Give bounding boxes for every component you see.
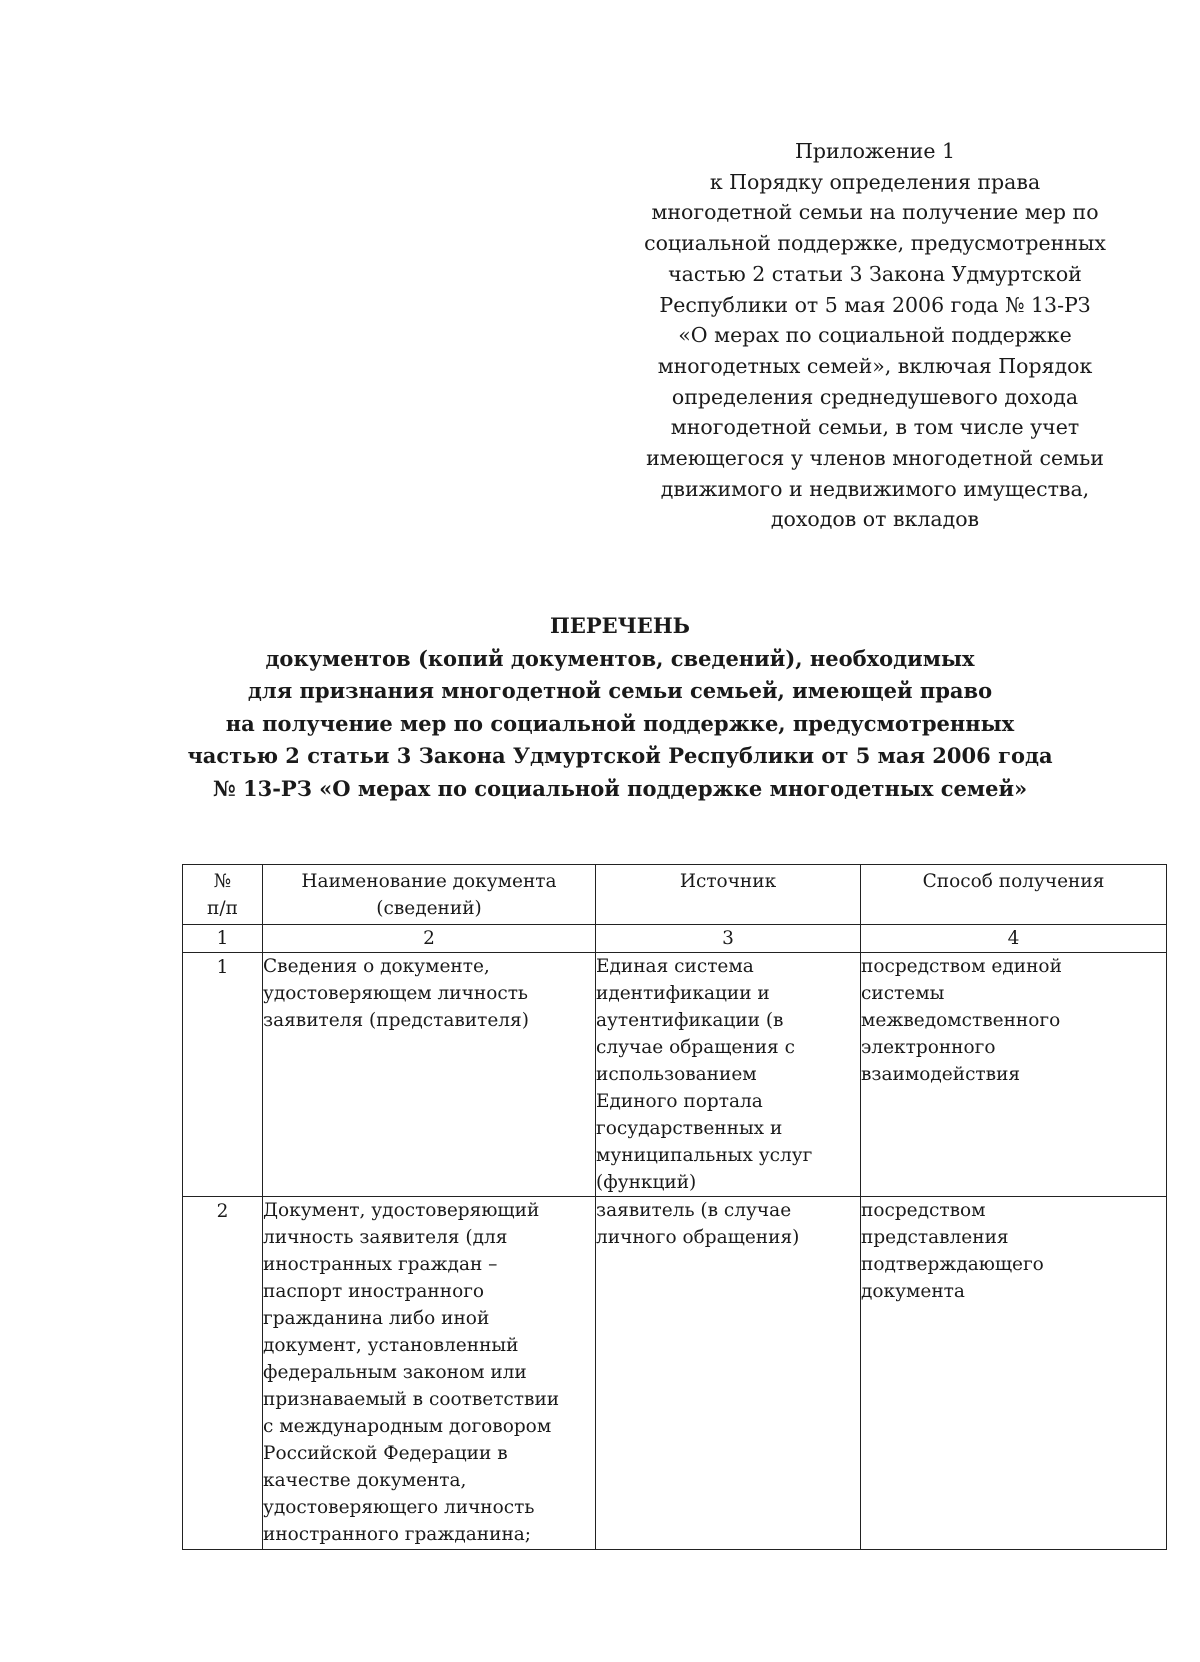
cell-line: (функций) [596, 1172, 697, 1193]
appendix-line: «О мерах по социальной поддержке [678, 323, 1072, 348]
column-index: 2 [263, 925, 596, 953]
method-cell [861, 1197, 1167, 1550]
cell-line: аутентификации (в [596, 1010, 784, 1031]
title-line: на получение мер по социальной поддержке, предусмотренных [225, 710, 1015, 736]
header-source [596, 865, 861, 925]
cell-line: государственных и [596, 1118, 783, 1139]
column-index: 4 [861, 925, 1167, 953]
table-header-row [183, 865, 1167, 925]
appendix-line: имеющегося у членов многодетной семьи [646, 446, 1104, 471]
appendix-line: частью 2 статьи 3 Закона Удмуртской [668, 261, 1082, 286]
cell-line: межведомственного [861, 1010, 1061, 1031]
appendix-line: движимого и недвижимого имущества, [660, 476, 1090, 501]
cell-line: Документ, удостоверяющий [263, 1200, 540, 1221]
cell-line: случае обращения с [596, 1037, 795, 1058]
cell-line: федеральным законом или [263, 1362, 527, 1383]
cell-line: Единого портала [596, 1091, 763, 1112]
header-name-line: Наименование документа [301, 871, 557, 892]
header-method [861, 865, 1167, 925]
header-num-line: № [213, 871, 232, 892]
cell-line: паспорт иностранного [263, 1281, 485, 1302]
cell-line: муниципальных услуг [596, 1145, 813, 1166]
title-heading: ПЕРЕЧЕНЬ [550, 613, 690, 638]
cell-line: представления [861, 1227, 1009, 1248]
cell-line: качестве документа, [263, 1470, 467, 1491]
documents-table [182, 864, 1167, 1550]
cell-line: документ, установленный [263, 1335, 519, 1356]
cell-line: Единая система [596, 956, 754, 977]
cell-line: системы [861, 983, 945, 1004]
source-cell [596, 1197, 861, 1550]
cell-line: признаваемый в соответствии [263, 1389, 560, 1410]
column-index: 1 [183, 925, 263, 953]
source-cell [596, 953, 861, 1197]
cell-line: удостоверяющего личность [263, 1497, 535, 1518]
cell-line: личность заявителя (для [263, 1227, 508, 1248]
title-line: для признания многодетной семьи семьей, имеющей право [247, 678, 993, 703]
table-row [183, 1197, 1167, 1550]
row-number: 2 [183, 1197, 263, 1550]
column-index-row [183, 925, 1167, 953]
title-line: № 13-РЗ «О мерах по социальной поддержке многодетных семей» [212, 775, 1028, 801]
document-title [180, 610, 1060, 805]
cell-line: взаимодействия [861, 1064, 1021, 1085]
document-name-cell [263, 1197, 596, 1550]
appendix-line: многодетных семей», включая Порядок [657, 353, 1093, 378]
appendix-line: социальной поддержке, предусмотренных [644, 231, 1106, 256]
header-source-line: Источник [679, 871, 777, 892]
header-document-name [263, 865, 596, 925]
appendix-line: многодетной семьи, в том числе учет [670, 415, 1080, 440]
cell-line: подтверждающего [861, 1254, 1044, 1275]
title-line: частью 2 статьи 3 Закона Удмуртской Республики от 5 мая 2006 года [187, 743, 1053, 768]
cell-line: заявителя (представителя) [263, 1010, 529, 1031]
title-line: документов (копий документов, сведений), необходимых [265, 645, 975, 671]
cell-line: электронного [861, 1037, 996, 1058]
cell-line: личного обращения) [596, 1227, 800, 1248]
appendix-line: Республики от 5 мая 2006 года № 13-РЗ [659, 292, 1091, 317]
appendix-line: определения среднедушевого дохода [671, 384, 1079, 409]
cell-line: иностранного гражданина; [263, 1524, 532, 1545]
appendix-line: многодетной семьи на получение мер по [651, 200, 1099, 225]
method-cell [861, 953, 1167, 1197]
cell-line: документа [861, 1281, 965, 1302]
cell-line: посредством [861, 1200, 986, 1221]
header-method-line: Способ получения [922, 871, 1105, 892]
document-name-cell [263, 953, 596, 1197]
cell-line: посредством единой [861, 956, 1062, 977]
column-index: 3 [596, 925, 861, 953]
appendix-line: к Порядку определения права [709, 169, 1041, 194]
header-num [183, 865, 263, 925]
cell-line: заявитель (в случае [596, 1200, 792, 1221]
cell-line: Сведения о документе, [263, 956, 490, 977]
row-number: 1 [183, 953, 263, 1197]
cell-line: с международным договором [263, 1416, 552, 1437]
appendix-header [610, 136, 1140, 535]
cell-line: гражданина либо иной [263, 1308, 490, 1329]
header-name-line: (сведений) [376, 898, 482, 919]
cell-line: использованием [596, 1064, 757, 1085]
cell-line: иностранных граждан – [263, 1254, 498, 1275]
cell-line: Российской Федерации в [263, 1443, 508, 1464]
cell-line: идентификации и [596, 983, 770, 1004]
header-num-line: п/п [207, 898, 238, 919]
appendix-line: доходов от вкладов [770, 507, 980, 532]
table-row [183, 953, 1167, 1197]
cell-line: удостоверяющем личность [263, 983, 528, 1004]
appendix-line: Приложение 1 [794, 139, 956, 163]
